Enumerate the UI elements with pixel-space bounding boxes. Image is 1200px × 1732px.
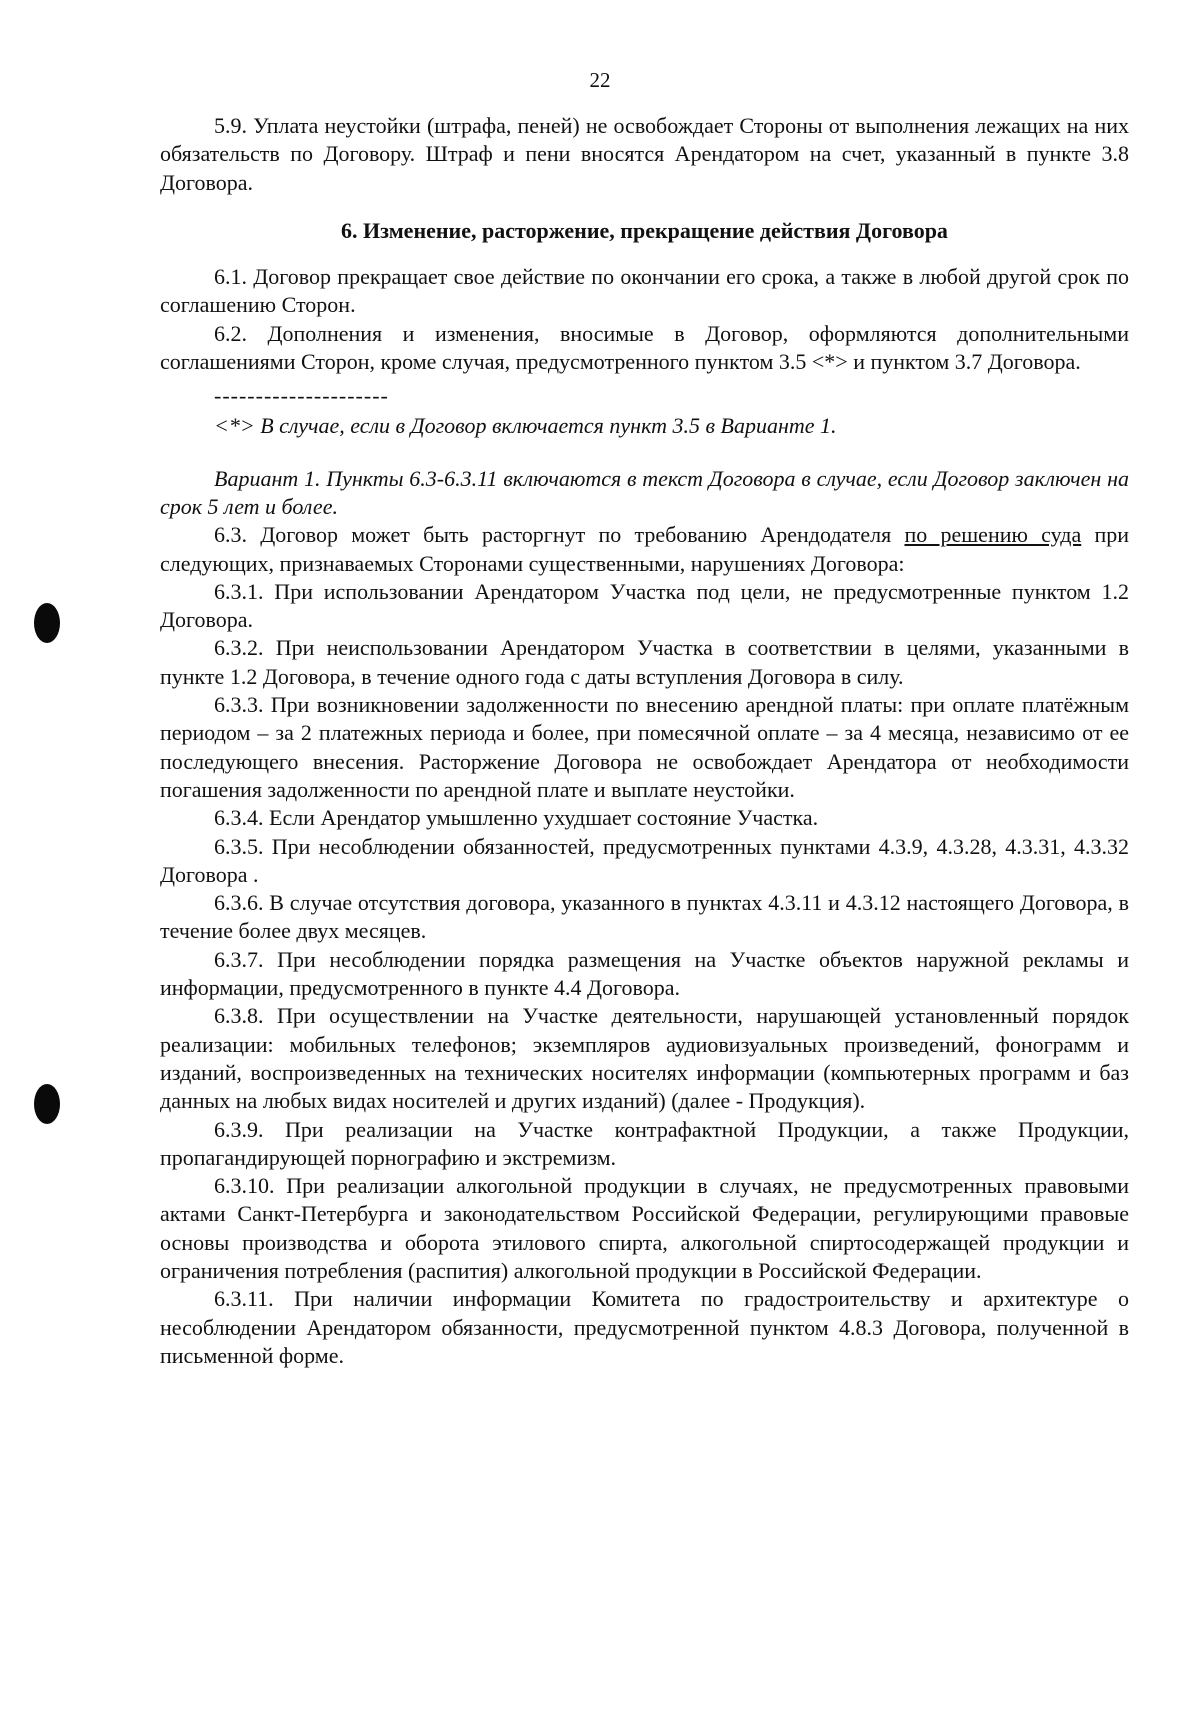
- footnote-separator: ---------------------: [214, 383, 389, 409]
- section-6-heading: 6. Изменение, расторжение, прекращение действия Договора: [341, 217, 948, 243]
- spacer: [160, 441, 1129, 465]
- punch-hole: [34, 603, 60, 643]
- clause-6-3-8: 6.3.8. При осуществлении на Участке деятельности, нарушающей установленный порядок реализации: мобильных телефонов; экземпляров аудиовизуальных произведений, фонограмм и изданий, воспроизведенных на технических носителях информации (компьютерных программ и баз данных на любых видах носителей и других изданий) (далее - Продукция).: [160, 1003, 1129, 1114]
- clause-6-3: [160, 521, 1129, 578]
- clause-6-3-3: 6.3.3. При возникновении задолженности по внесению арендной платы: при оплате платёжным периодом – за 2 платежных периода и более, при помесячной оплате – за 4 месяца, независимо от ее последующего внесения. Расторжение Договора не освобождает Арендатора от необходимости погашения задолженности по арендной плате и выплате неустойки.: [160, 692, 1129, 802]
- footnote: <*> В случае, если в Договор включается пункт 3.5 в Варианте 1.: [214, 413, 837, 439]
- clause-6-2: 6.2. Дополнения и изменения, вносимые в Договор, оформляются дополнительными соглашениями Сторон, кроме случая, предусмотренного пунктом 3.5 <*> и пунктом 3.7 Договора.: [160, 320, 1129, 375]
- document-body: [160, 112, 1129, 1370]
- clause-6-3-text-start: 6.3. Договор может быть расторгнут по требованию Арендодателя: [214, 522, 905, 548]
- clause-6-3-4: 6.3.4. Если Арендатор умышленно ухудшает состояние Участка.: [214, 805, 819, 831]
- page-number: 22: [589, 68, 611, 92]
- clause-6-3-2: 6.3.2. При неиспользовании Арендатором Участка в соответствии в целями, указанными в пункте 1.2 Договора, в течение одного года с даты вступления Договора в силу.: [160, 635, 1129, 689]
- clause-6-3-10: 6.3.10. При реализации алкогольной продукции в случаях, не предусмотренных правовыми актами Санкт-Петербурга и законодательством Российской Федерации, регулирующими правовые основы производства и оборота этилового спирта, алкогольной спиртосодержащей продукции и ограничения потребления (распития) алкогольной продукции в Российской Федерации.: [160, 1173, 1129, 1283]
- clause-6-3-9: 6.3.9. При реализации на Участке контрафактной Продукции, а также Продукции, пропагандирующей порнографию и экстремизм.: [160, 1116, 1129, 1170]
- clause-6-3-5: 6.3.5. При несоблюдении обязанностей, предусмотренных пунктами 4.3.9, 4.3.28, 4.3.31, 4.3.32 Договора .: [160, 833, 1129, 887]
- clause-6-3-11: 6.3.11. При наличии информации Комитета по градостроительству и архитектуре о несоблюдении Арендатором обязанности, предусмотренной пунктом 4.8.3 Договора, полученной в письменной форме.: [160, 1286, 1129, 1368]
- clause-6-3-1: 6.3.1. При использовании Арендатором Участка под цели, не предусмотренные пунктом 1.2 Договора.: [160, 578, 1129, 633]
- variant-note: Вариант 1. Пункты 6.3-6.3.11 включаются в текст Договора в случае, если Договор заключен на срок 5 лет и более.: [160, 465, 1129, 519]
- clause-6-1: 6.1. Договор прекращает свое действие по окончании его срока, а также в любой другой срок по соглашению Сторон.: [160, 264, 1129, 318]
- clause-6-3-underlined: по решению суда: [904, 522, 1082, 548]
- clause-5-9: 5.9. Уплата неустойки (штрафа, пеней) не освобождает Стороны от выполнения лежащих на них обязательств по Договору. Штраф и пени вносятся Арендатором на счет, указанный в пункте 3.8 Договора.: [160, 113, 1129, 195]
- punch-hole: [34, 1084, 60, 1124]
- clause-6-3-7: 6.3.7. При несоблюдении порядка размещения на Участке объектов наружной рекламы и информации, предусмотренного в пункте 4.4 Договора.: [160, 946, 1129, 1001]
- clause-6-3-text-end: при следующих, признаваемых Сторонами существенными, нарушениях Договора:: [160, 522, 1129, 576]
- clause-6-3-6: 6.3.6. В случае отсутствия договора, указанного в пунктах 4.3.11 и 4.3.12 настоящего Договора, в течение более двух месяцев.: [160, 890, 1129, 944]
